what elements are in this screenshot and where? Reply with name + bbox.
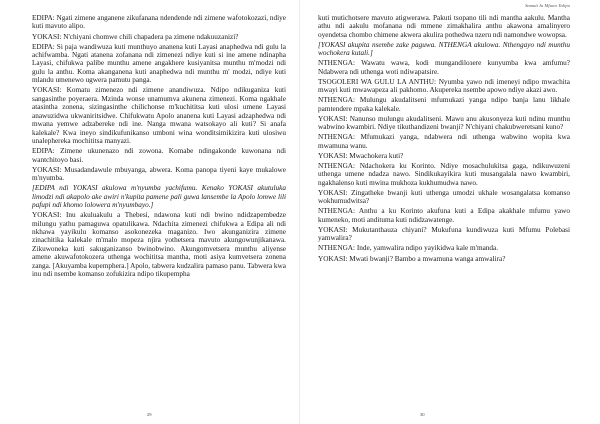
left-page-body (32, 14, 286, 279)
dialogue-paragraph: TSOGOLERI WA GULU LA ANTHU: Nyumba yawo ndi imeneyi ndipo mwachita mwayi kuti mwawapeza ali pakhomo. Akuperekа nsembe apowo ndiye akazi awo. (318, 77, 570, 95)
dialogue-paragraph: NTHENGA: Anthu a ku Korinto akufuna kuti a Edipa akakhale mfumu yawo kumeneko, moti anditumа kuti ndidzawatenge. (318, 207, 570, 224)
dialogue-paragraph: YOKASI: Zingatheke bwanji kuti uthenga umodzi ukhale wosangalatsa komanso wokhumudwitsa? (318, 188, 570, 206)
dialogue-paragraph: EDIPA: Si paja wandiwuza kuti munthuyo ananena kuti Layasi anaphedwa ndi gulu la achifwamba. Ngati atanena zofanana ndi zimenezi ndiye kuti si ine amene ndinapha Layasi, chifukwa palibe munthu amene angakhere kusiyanitsa munthu m'modzi ndi gulu la anthu. Koma akanganena kuti anaphedwa ndi munthu m' modzi, ndiye kuti mlandu umenewo ugwera pamutu panga. (32, 42, 286, 85)
dialogue-paragraph: YOKASI: Komatu zimenezo ndi zimene anandiwuza. Ndipo ndikuganiza kuti sangasinthe poyeraera. Mzinda wonse unamumva akunena zimenezi. Koma ngakhale atasintha zonena, sizingasinthe chilichonse m'kuchititsa kuti ulosi umene Layasi anawuzidwa ukwaniritsidwe. Chifukwatu Apolo ananena kuti Layasi adzaphedwa ndi mwana yemwe adzabereke ndi ine. Nanga mwana watsokayo ali kuti? Si anafa kalekale? Kwa ineyo sindikufunikanso umboni wina wonditsimikizira kuti ulosiwu unalepherekа mochititsa manyazi. (32, 86, 286, 146)
dialogue-paragraph: NTHENGA: Inde, yamwalira ndipo yayikidwa kale m'manda. (318, 244, 499, 253)
dialogue-paragraph: YOKASI: Mwati bwanji? Bambo a mwamuna wanga amwalira? (318, 254, 506, 263)
page-number-left: 29 (147, 412, 152, 417)
dialogue-paragraph: YOKASI: Inu akuluakulu a Thebesi, ndawona kuti ndi bwino ndidzapembedze milungu yathu pamaguwa opatulikawa. Ndachita zimenezi chifukwa a Edipa ali ndi nkhawa yayikulu komanso asokonezeka maganizo. Iwo akunganizira zimene zinachitika kalekale m'malo mopeza njira yothetsera mavuto akungowunjikanawa. Zikuwoneka kuti sakuganizanso bwinobwino. Akungomvetsera munthu aliyense amene akuwafotokozera uthenga wochititsa mantha, moti asiya kumvetsera zonena zanga. [Akuyamba kupemphera.] Apolo, tabwera kudzalira pamaso panu. Tabwera kwa inu ndi nsembe komanso zofukizira ndipo tikupempha (32, 211, 286, 279)
right-page-body (318, 14, 570, 263)
dialogue-paragraph: YOKASI: Nanunso mulungu akudalitseni. Mawu anu akusonyeza kuti ndinu munthu wabwino kwambiri. Ndiye tikuthandizeni bwanji? N'chiyani chakubweretsani kuno? (318, 114, 570, 132)
dialogue-paragraph: YOKASI: N'chiyani chomwe chili chapadera pa zimene ndakuuzanizi? (32, 32, 239, 41)
right-page (300, 0, 600, 424)
dialogue-paragraph: YOKASI: Mwachokera kuti? (318, 151, 404, 160)
stage-direction: [YOKASI akupita nsembe zake paguwa. NTHENGA akulowa. Nthengayo ndi munthu wochokera kutali.] (318, 40, 570, 58)
dialogue-paragraph: NTHENGA: Mulungu akudalitseni mfumukazi yanga ndipo banja lanu likhale pamtendere mpaka kalekale. (318, 96, 570, 113)
dialogue-paragraph: NTHENGA: Mfumukazi yanga, ndabwera ndi uthenga wabwino wopita kwa mwamuna wanu. (318, 133, 570, 150)
dialogue-paragraph: kuti mutichotsere mavuto atigwerawa. Pakuti tsopano tili ndi mantha aakulu. Mantha athu ndi aakulu mofanana ndi mmene zimakhalira anthu akawona amalinyero oyendetsa chombo chimene akwera akulira pothedwa nzeru ndi namondwe wowopsa. (318, 14, 570, 39)
dialogue-paragraph: NTHENGA: Ndachokera ku Korinto. Ndiye mosachulukitsa gaga, ndikuwuzeni uthenga umene ndadza nawo. Sindikukayikira kuti musangalala nawo kwambiri, ngakhalenso kuti mwina mukhoza kukhumudwa nawo. (318, 162, 570, 187)
dialogue-paragraph: YOKASI: Musadandawule mbuyanga, abwera. Koma panopa tiyeni kaye mukalowe m'nyumba. (32, 165, 286, 183)
stage-direction: [EDIPA ndi YOKASI akulowa m'nyumba yachifumu. Kenako YOKASI akutuluka limodzi ndi akapolo ake awiri n'kupita pamene pali guwa lansembe la Apolo lomwe lili pafupi ndi khomo lolowera m'nyumbayo.] (32, 184, 286, 210)
dialogue-paragraph: NTHENGA: Wawatu wawa, kodi mungandiloзere kunyumba kwa amfumu? Ndabwera ndi uthenga woti ndiwapatsire. (318, 59, 570, 76)
dialogue-paragraph: EDIPA: Zimene ukunenazo ndi zowona. Komabe ndingakonde kuwonana ndi wantchitoyo basi. (32, 147, 286, 164)
running-head: Samuti Ja Mfuwo Yalipo (525, 3, 570, 8)
page-number-right: 30 (420, 412, 425, 417)
dialogue-paragraph: YOKASI: Mukutanthauza chiyani? Mukufuna kundiwuza kuti Mfumu Polebasi yamwalira? (318, 225, 570, 243)
dialogue-paragraph: EDIPA: Ngati zimene anganene zikufanana ndendende ndi zimene wafotokozazi, ndiye kuti mavuto alipo. (32, 14, 286, 31)
